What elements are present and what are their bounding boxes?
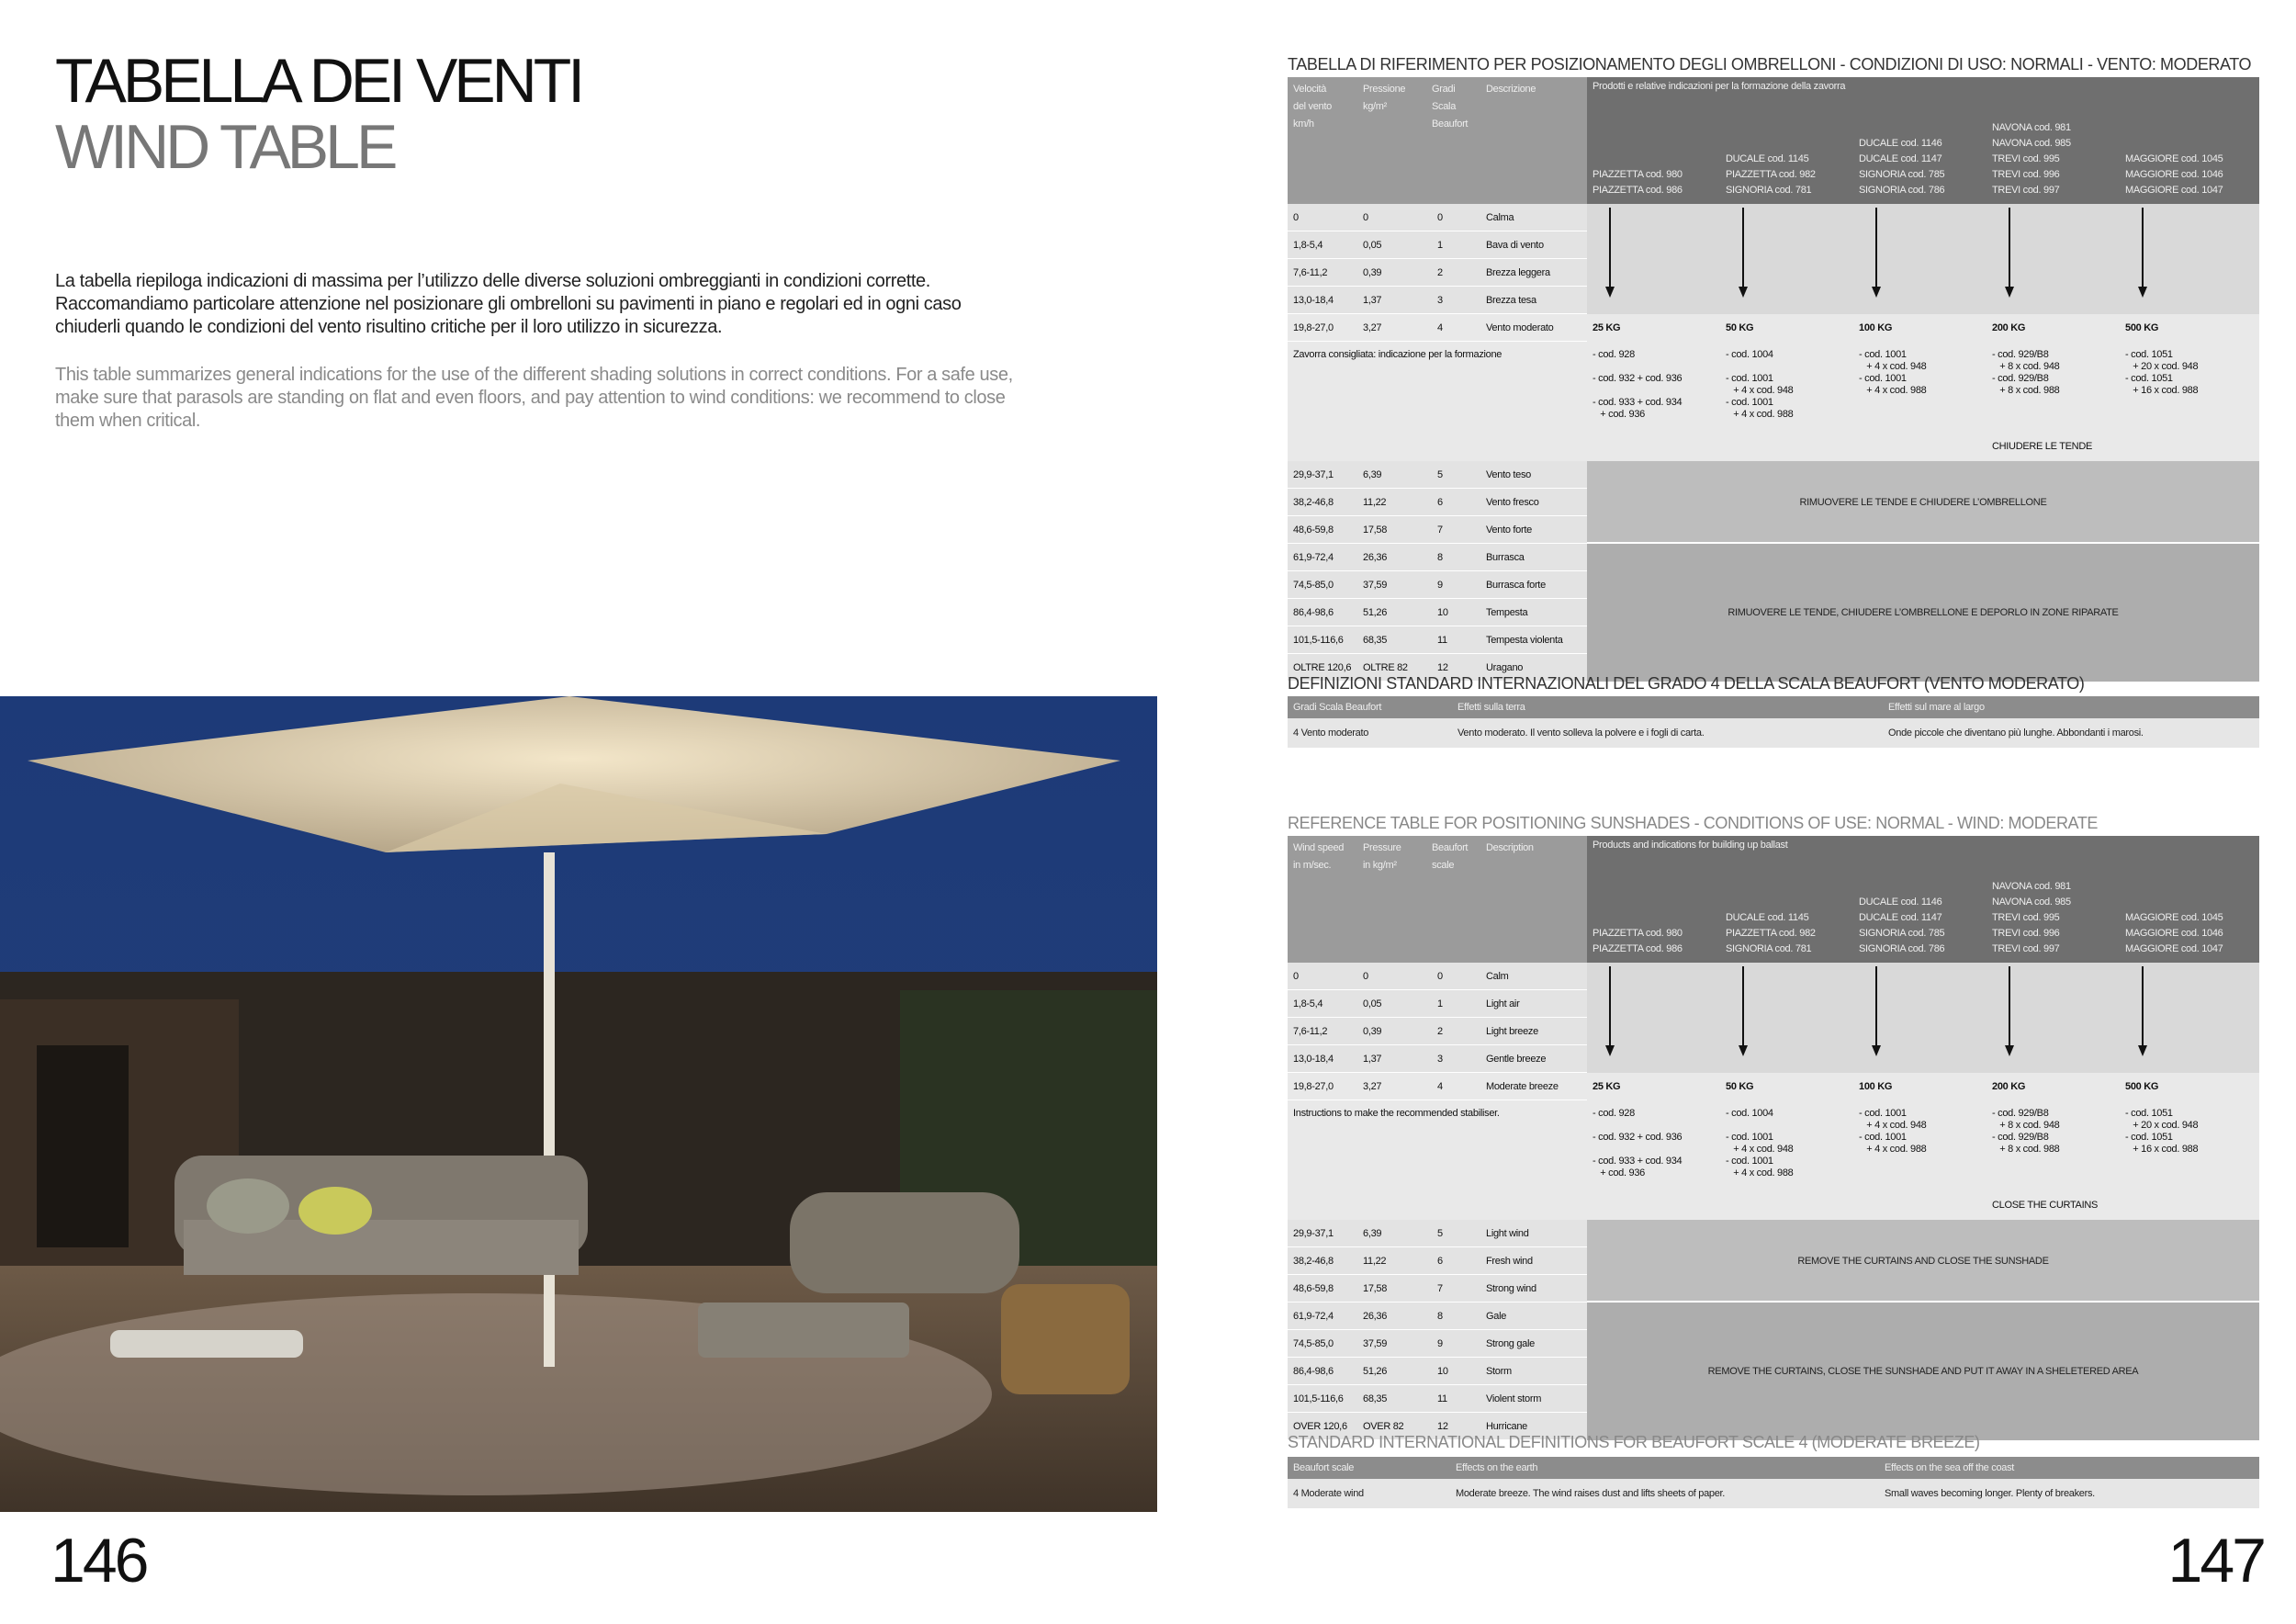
cell-grade: 6	[1437, 1256, 1443, 1267]
product-name: DUCALE cod. 1146	[1859, 138, 1942, 149]
cell-pressure: 0,39	[1363, 267, 1382, 278]
table-row	[1288, 1073, 1587, 1100]
umbrella-night-photo	[0, 696, 1157, 1512]
down-arrow-icon	[1605, 287, 1615, 298]
ballast-weight: 50 KG	[1726, 1081, 1754, 1092]
arrow-area	[1587, 204, 2259, 314]
ballast-weight: 500 KG	[2125, 322, 2159, 333]
ballast-codes-2: - cod. 1004 - cod. 1001 + 4 x cod. 948 - cod. 1001 + 4 x cod. 988	[1726, 349, 1794, 420]
table-row	[1288, 204, 1587, 231]
ballast-weight: 200 KG	[1992, 322, 2026, 333]
header-speed: Velocità del vento km/h	[1293, 84, 1332, 130]
beaufort-header-earth: Effects on the earth	[1456, 1462, 1538, 1473]
product-column-5	[2125, 152, 2223, 198]
wind-table-english	[1288, 836, 2259, 1433]
product-name: DUCALE cod. 1145	[1726, 912, 1809, 923]
title-english: WIND TABLE	[55, 112, 395, 182]
ballast-weight: 100 KG	[1859, 1081, 1893, 1092]
ballast-weight: 100 KG	[1859, 322, 1893, 333]
down-arrow-icon	[2138, 287, 2147, 298]
cell-grade: 8	[1437, 552, 1443, 563]
product-name: NAVONA cod. 985	[1992, 138, 2071, 149]
cell-grade: 10	[1437, 607, 1448, 618]
cell-description: Strong gale	[1486, 1338, 1535, 1349]
cell-pressure: 11,22	[1363, 497, 1387, 508]
product-column-2	[1726, 910, 1816, 957]
table-row	[1288, 461, 1587, 489]
ballast-weight: 500 KG	[2125, 1081, 2159, 1092]
cell-speed: 1,8-5,4	[1293, 998, 1323, 1009]
cell-pressure: 3,27	[1363, 1081, 1382, 1092]
product-name: DUCALE cod. 1146	[1859, 897, 1942, 908]
cell-description: Brezza tesa	[1486, 295, 1536, 306]
cell-pressure: 1,37	[1363, 295, 1382, 306]
table-row	[1288, 1303, 1587, 1330]
cell-speed: 101,5-116,6	[1293, 635, 1344, 646]
beaufort-earth-cell: Vento moderato. Il vento solleva la polvere e i fogli di carta.	[1458, 727, 1705, 739]
cell-description: Uragano	[1486, 662, 1524, 673]
header-pressure: Pressione kg/m²	[1363, 84, 1406, 112]
cell-description: Light wind	[1486, 1228, 1529, 1239]
cell-pressure: 37,59	[1363, 1338, 1388, 1349]
cell-pressure: 26,36	[1363, 1311, 1388, 1322]
product-name: TREVI cod. 995	[1992, 912, 2060, 923]
cell-speed: 74,5-85,0	[1293, 1338, 1334, 1349]
cell-description: Vento teso	[1486, 469, 1531, 480]
cell-description: Bava di vento	[1486, 240, 1544, 251]
product-name: NAVONA cod. 985	[1992, 897, 2071, 908]
cell-speed: 13,0-18,4	[1293, 295, 1334, 306]
beaufort-row	[1288, 1479, 2259, 1508]
ballast-weight: 25 KG	[1593, 1081, 1621, 1092]
product-name: MAGGIORE cod. 1045	[2125, 153, 2223, 164]
down-arrow-icon	[2138, 1045, 2147, 1056]
cell-description: Calma	[1486, 212, 1514, 223]
cell-grade: 5	[1437, 1228, 1443, 1239]
cell-grade: 12	[1437, 1421, 1448, 1432]
warning-text: RIMUOVERE LE TENDE E CHIUDERE L’OMBRELLONE	[1799, 497, 2047, 508]
product-name: DUCALE cod. 1147	[1859, 912, 1942, 923]
cell-grade: 5	[1437, 469, 1443, 480]
beaufort-earth-cell: Moderate breeze. The wind raises dust and lifts sheets of paper.	[1456, 1488, 1726, 1499]
page-number-right: 147	[2167, 1526, 2264, 1596]
table-row	[1288, 516, 1587, 544]
product-column-2	[1726, 152, 1816, 198]
cell-description: Tempesta	[1486, 607, 1528, 618]
cell-pressure: 0	[1363, 212, 1368, 223]
product-name: SIGNORIA cod. 785	[1859, 169, 1945, 180]
product-name: TREVI cod. 997	[1992, 185, 2060, 196]
product-name: TREVI cod. 996	[1992, 169, 2060, 180]
table-it-title: TABELLA DI RIFERIMENTO PER POSIZIONAMENTO DEGLI OMBRELLONI - CONDIZIONI DI USO: NORMALI - VENTO: MODERATO	[1288, 55, 2252, 73]
down-arrow-icon	[1739, 1045, 1748, 1056]
cell-speed: 86,4-98,6	[1293, 607, 1334, 618]
intro-english: This table summarizes general indications for the use of the different shading solutions in correct conditions. For a safe use, make sure that parasols are standing on flat and even floors, and pay attention to wind conditions: we recommend to close them when critical.	[55, 365, 1013, 431]
table-row	[1288, 544, 1587, 571]
cell-grade: 10	[1437, 1366, 1448, 1377]
ballast-codes-4: - cod. 929/B8 + 8 x cod. 948 - cod. 929/B8 + 8 x cod. 988	[1992, 349, 2060, 396]
product-name: SIGNORIA cod. 785	[1859, 928, 1945, 939]
product-name: MAGGIORE cod. 1046	[2125, 169, 2223, 180]
product-name: PIAZZETTA cod. 986	[1593, 185, 1683, 196]
product-name: MAGGIORE cod. 1047	[2125, 185, 2223, 196]
cell-description: Fresh wind	[1486, 1256, 1533, 1267]
product-column-3	[1859, 136, 1944, 198]
header-grade: Beaufort scale	[1432, 842, 1469, 871]
header-pressure: Pressure in kg/m²	[1363, 842, 1401, 871]
cell-speed: 38,2-46,8	[1293, 1256, 1334, 1267]
cell-grade: 2	[1437, 1026, 1443, 1037]
cell-pressure: 17,58	[1363, 1283, 1388, 1294]
wind-table-italian	[1288, 77, 2259, 674]
ballast-codes-3: - cod. 1001 + 4 x cod. 948 - cod. 1001 + 4 x cod. 988	[1859, 349, 1927, 396]
cell-speed: 29,9-37,1	[1293, 1228, 1334, 1239]
warning-text: REMOVE THE CURTAINS, CLOSE THE SUNSHADE AND PUT IT AWAY IN A SHELETERED AREA	[1707, 1366, 2139, 1377]
cell-speed: 13,0-18,4	[1293, 1054, 1334, 1065]
down-arrow-icon	[1605, 1045, 1615, 1056]
header-products-label: Products and indications for building up ballast	[1593, 840, 1788, 851]
product-name: DUCALE cod. 1147	[1859, 153, 1942, 164]
table-header-left	[1288, 77, 1587, 204]
ballast-instructions-row	[1288, 1100, 2259, 1220]
cell-description: Storm	[1486, 1366, 1512, 1377]
header-description: Description	[1486, 842, 1534, 853]
cell-speed: 48,6-59,8	[1293, 524, 1334, 536]
close-curtains-note: CLOSE THE CURTAINS	[1992, 1200, 2099, 1211]
cell-pressure: 0,39	[1363, 1026, 1382, 1037]
ballast-weight: 200 KG	[1992, 1081, 2026, 1092]
product-name: MAGGIORE cod. 1045	[2125, 912, 2223, 923]
product-name: DUCALE cod. 1145	[1726, 153, 1809, 164]
cell-pressure: 3,27	[1363, 322, 1382, 333]
cell-pressure: 0,05	[1363, 240, 1382, 251]
product-name: TREVI cod. 995	[1992, 153, 2060, 164]
warning-band-shelter	[1587, 1303, 2259, 1440]
product-name: SIGNORIA cod. 786	[1859, 185, 1945, 196]
cell-description: Burrasca	[1486, 552, 1525, 563]
ballast-codes-1: - cod. 928 - cod. 932 + cod. 936 - cod. 933 + cod. 934 + cod. 936	[1593, 349, 1683, 420]
cell-speed: OVER 120,6	[1293, 1421, 1347, 1432]
down-arrow-line	[1742, 208, 1744, 288]
ballast-codes-5: - cod. 1051 + 20 x cod. 948 - cod. 1051 + 16 x cod. 988	[2125, 349, 2199, 396]
header-products-label: Prodotti e relative indicazioni per la formazione della zavorra	[1593, 81, 1846, 92]
beaufort-header-scale: Gradi Scala Beaufort	[1293, 702, 1382, 713]
beaufort-table-english	[1288, 1457, 2259, 1508]
cell-description: Strong wind	[1486, 1283, 1536, 1294]
table-row	[1288, 259, 1587, 287]
down-arrow-icon	[1872, 287, 1881, 298]
product-name: TREVI cod. 997	[1992, 943, 2060, 954]
table-row	[1288, 626, 1587, 654]
cell-pressure: 26,36	[1363, 552, 1388, 563]
cell-pressure: 1,37	[1363, 1054, 1382, 1065]
cell-description: Light air	[1486, 998, 1520, 1009]
cell-grade: 9	[1437, 580, 1443, 591]
cell-grade: 9	[1437, 1338, 1443, 1349]
ballast-instructions-row	[1288, 342, 2259, 461]
down-arrow-icon	[2005, 1045, 2014, 1056]
ballast-weight: 25 KG	[1593, 322, 1621, 333]
warning-band-remove-close	[1587, 461, 2259, 544]
cell-pressure: 68,35	[1363, 1393, 1388, 1404]
product-name: PIAZZETTA cod. 982	[1726, 928, 1816, 939]
beaufort-sea-cell: Onde piccole che diventano più lunghe. Abbondanti i marosi.	[1888, 727, 2144, 739]
product-name: PIAZZETTA cod. 986	[1593, 943, 1683, 954]
product-column-4	[1992, 879, 2071, 957]
cell-description: Brezza leggera	[1486, 267, 1550, 278]
table-row	[1288, 314, 1587, 342]
cell-description: Gale	[1486, 1311, 1507, 1322]
product-column-1	[1593, 167, 1683, 198]
ballast-weight: 50 KG	[1726, 322, 1754, 333]
cell-speed: 101,5-116,6	[1293, 1393, 1344, 1404]
cell-description: Hurricane	[1486, 1421, 1527, 1432]
page-number-left: 146	[51, 1526, 147, 1596]
beaufort-scale-cell: 4 Vento moderato	[1293, 727, 1369, 739]
cell-description: Vento forte	[1486, 524, 1532, 536]
cell-description: Gentle breeze	[1486, 1054, 1547, 1065]
cell-grade: 1	[1437, 240, 1443, 251]
cell-pressure: 6,39	[1363, 1228, 1382, 1239]
cell-pressure: 6,39	[1363, 469, 1382, 480]
cell-grade: 3	[1437, 295, 1443, 306]
table-header-left	[1288, 836, 1587, 963]
product-name: PIAZZETTA cod. 982	[1726, 169, 1816, 180]
beaufort-header-earth: Effetti sulla terra	[1458, 702, 1525, 713]
product-name: TREVI cod. 996	[1992, 928, 2060, 939]
cell-description: Calm	[1486, 971, 1509, 982]
cell-grade: 3	[1437, 1054, 1443, 1065]
ballast-codes-4: - cod. 929/B8 + 8 x cod. 948 - cod. 929/B8 + 8 x cod. 988	[1992, 1108, 2060, 1155]
cell-grade: 8	[1437, 1311, 1443, 1322]
down-arrow-icon	[1739, 287, 1748, 298]
table-row	[1288, 990, 1587, 1018]
cell-description: Light breeze	[1486, 1026, 1538, 1037]
header-description: Descrizione	[1486, 84, 1536, 95]
close-curtains-note: CHIUDERE LE TENDE	[1992, 441, 2092, 452]
warning-band-shelter	[1587, 544, 2259, 682]
down-arrow-icon	[1872, 1045, 1881, 1056]
cell-grade: 2	[1437, 267, 1443, 278]
warning-text: REMOVE THE CURTAINS AND CLOSE THE SUNSHADE	[1797, 1256, 2049, 1267]
cell-description: Violent storm	[1486, 1393, 1542, 1404]
cell-grade: 0	[1437, 212, 1443, 223]
product-name: NAVONA cod. 981	[1992, 122, 2071, 133]
cell-speed: 19,8-27,0	[1293, 322, 1334, 333]
table-row	[1288, 571, 1587, 599]
down-arrow-icon	[2005, 287, 2014, 298]
cell-speed: 19,8-27,0	[1293, 1081, 1334, 1092]
table-row	[1288, 963, 1587, 990]
beaufort-header-sea: Effetti sul mare al largo	[1888, 702, 1985, 713]
down-arrow-line	[2142, 208, 2144, 288]
cell-pressure: 51,26	[1363, 607, 1388, 618]
cell-grade: 4	[1437, 1081, 1443, 1092]
cell-grade: 7	[1437, 1283, 1443, 1294]
product-column-1	[1593, 926, 1683, 957]
cell-pressure: 0	[1363, 971, 1368, 982]
product-column-3	[1859, 895, 1944, 957]
beaufort-header-sea: Effects on the sea off the coast	[1885, 1462, 2015, 1473]
table-row	[1288, 489, 1587, 516]
arrow-area	[1587, 963, 2259, 1073]
beaufort-row	[1288, 718, 2259, 748]
down-arrow-line	[2009, 208, 2010, 288]
product-name: PIAZZETTA cod. 980	[1593, 169, 1683, 180]
product-name: MAGGIORE cod. 1046	[2125, 928, 2223, 939]
cell-description: Vento fresco	[1486, 497, 1539, 508]
beaufort-en-title: STANDARD INTERNATIONAL DEFINITIONS FOR BEAUFORT SCALE 4 (MODERATE BREEZE)	[1288, 1433, 1980, 1451]
down-arrow-line	[1875, 208, 1877, 288]
cell-grade: 11	[1437, 1393, 1447, 1404]
product-name: SIGNORIA cod. 781	[1726, 185, 1812, 196]
ballast-codes-3: - cod. 1001 + 4 x cod. 948 - cod. 1001 + 4 x cod. 988	[1859, 1108, 1927, 1155]
product-column-5	[2125, 910, 2223, 957]
ballast-codes-2: - cod. 1004 - cod. 1001 + 4 x cod. 948 - cod. 1001 + 4 x cod. 988	[1726, 1108, 1794, 1179]
cell-description: Vento moderato	[1486, 322, 1554, 333]
beaufort-it-title: DEFINIZIONI STANDARD INTERNAZIONALI DEL GRADO 4 DELLA SCALA BEAUFORT (VENTO MODERATO)	[1288, 674, 2085, 693]
beaufort-header	[1288, 696, 2259, 718]
title-italian: TABELLA DEI VENTI	[55, 46, 582, 116]
cell-speed: OLTRE 120,6	[1293, 662, 1352, 673]
table-header-products	[1587, 836, 2259, 963]
product-column-4	[1992, 120, 2071, 198]
cell-grade: 1	[1437, 998, 1443, 1009]
ballast-label: Instructions to make the recommended stabiliser.	[1293, 1108, 1500, 1119]
header-grade: Gradi Scala Beaufort	[1432, 84, 1469, 130]
product-name: SIGNORIA cod. 781	[1726, 943, 1812, 954]
down-arrow-line	[1609, 208, 1611, 288]
table-row	[1288, 231, 1587, 259]
table-en-title: REFERENCE TABLE FOR POSITIONING SUNSHADES - CONDITIONS OF USE: NORMAL - WIND: MODERATE	[1288, 814, 2099, 832]
header-speed: Wind speed in m/sec.	[1293, 842, 1345, 871]
cell-pressure: 0,05	[1363, 998, 1382, 1009]
table-row	[1288, 599, 1587, 626]
cell-grade: 11	[1437, 635, 1447, 646]
warning-band-remove-close	[1587, 1220, 2259, 1303]
cell-pressure: OLTRE 82	[1363, 662, 1408, 673]
cell-speed: 74,5-85,0	[1293, 580, 1334, 591]
table-header-products	[1587, 77, 2259, 204]
beaufort-scale-cell: 4 Moderate wind	[1293, 1488, 1364, 1499]
cell-grade: 7	[1437, 524, 1443, 536]
cell-pressure: 37,59	[1363, 580, 1388, 591]
cell-grade: 4	[1437, 322, 1443, 333]
cell-pressure: 11,22	[1363, 1256, 1387, 1267]
cell-speed: 7,6-11,2	[1293, 1026, 1328, 1037]
table-row	[1288, 1045, 1587, 1073]
table-row	[1288, 1358, 1587, 1385]
ballast-codes-5: - cod. 1051 + 20 x cod. 948 - cod. 1051 + 16 x cod. 988	[2125, 1108, 2199, 1155]
cell-speed: 61,9-72,4	[1293, 1311, 1334, 1322]
down-arrow-line	[2009, 966, 2010, 1047]
product-name: SIGNORIA cod. 786	[1859, 943, 1945, 954]
table-row	[1288, 1220, 1587, 1247]
down-arrow-line	[1609, 966, 1611, 1047]
beaufort-header	[1288, 1457, 2259, 1479]
cell-grade: 0	[1437, 971, 1443, 982]
table-row	[1288, 287, 1587, 314]
down-arrow-line	[2142, 966, 2144, 1047]
cell-description: Tempesta violenta	[1486, 635, 1563, 646]
cell-description: Burrasca forte	[1486, 580, 1546, 591]
cell-grade: 12	[1437, 662, 1448, 673]
cell-description: Moderate breeze	[1486, 1081, 1559, 1092]
table-row	[1288, 1385, 1587, 1413]
warning-text: RIMUOVERE LE TENDE, CHIUDERE L’OMBRELLONE E DEPORLO IN ZONE RIPARATE	[1728, 607, 2119, 618]
table-row	[1288, 1247, 1587, 1275]
cell-speed: 86,4-98,6	[1293, 1366, 1334, 1377]
product-name: MAGGIORE cod. 1047	[2125, 943, 2223, 954]
cell-speed: 7,6-11,2	[1293, 267, 1328, 278]
cell-speed: 61,9-72,4	[1293, 552, 1334, 563]
cell-speed: 38,2-46,8	[1293, 497, 1334, 508]
down-arrow-line	[1875, 966, 1877, 1047]
cell-pressure: 17,58	[1363, 524, 1388, 536]
beaufort-sea-cell: Small waves becoming longer. Plenty of breakers.	[1885, 1488, 2095, 1499]
table-row	[1288, 1275, 1587, 1303]
cell-speed: 29,9-37,1	[1293, 469, 1334, 480]
cell-grade: 6	[1437, 497, 1443, 508]
cell-pressure: OVER 82	[1363, 1421, 1404, 1432]
beaufort-header-scale: Beaufort scale	[1293, 1462, 1355, 1473]
product-name: NAVONA cod. 981	[1992, 881, 2071, 892]
product-name: PIAZZETTA cod. 980	[1593, 928, 1683, 939]
table-row	[1288, 1018, 1587, 1045]
intro-italian: La tabella riepiloga indicazioni di massima per l’utilizzo delle diverse soluzioni ombreggianti in condizioni corrette. Raccomandiamo particolare attenzione nel posizionare gli ombrelloni su pavimenti in piano e regolari ed in ogni caso chiuderli quando le condizioni del vento risultino critiche per il loro utilizzo in sicurezza.	[55, 271, 962, 337]
cell-speed: 0	[1293, 212, 1299, 223]
ballast-label: Zavorra consigliata: indicazione per la formazione	[1293, 349, 1503, 360]
cell-pressure: 68,35	[1363, 635, 1388, 646]
down-arrow-line	[1742, 966, 1744, 1047]
beaufort-table-italian	[1288, 696, 2259, 748]
cell-speed: 1,8-5,4	[1293, 240, 1323, 251]
cell-pressure: 51,26	[1363, 1366, 1388, 1377]
table-row	[1288, 1330, 1587, 1358]
ballast-codes-1: - cod. 928 - cod. 932 + cod. 936 - cod. 933 + cod. 934 + cod. 936	[1593, 1108, 1683, 1179]
cell-speed: 0	[1293, 971, 1299, 982]
cell-speed: 48,6-59,8	[1293, 1283, 1334, 1294]
